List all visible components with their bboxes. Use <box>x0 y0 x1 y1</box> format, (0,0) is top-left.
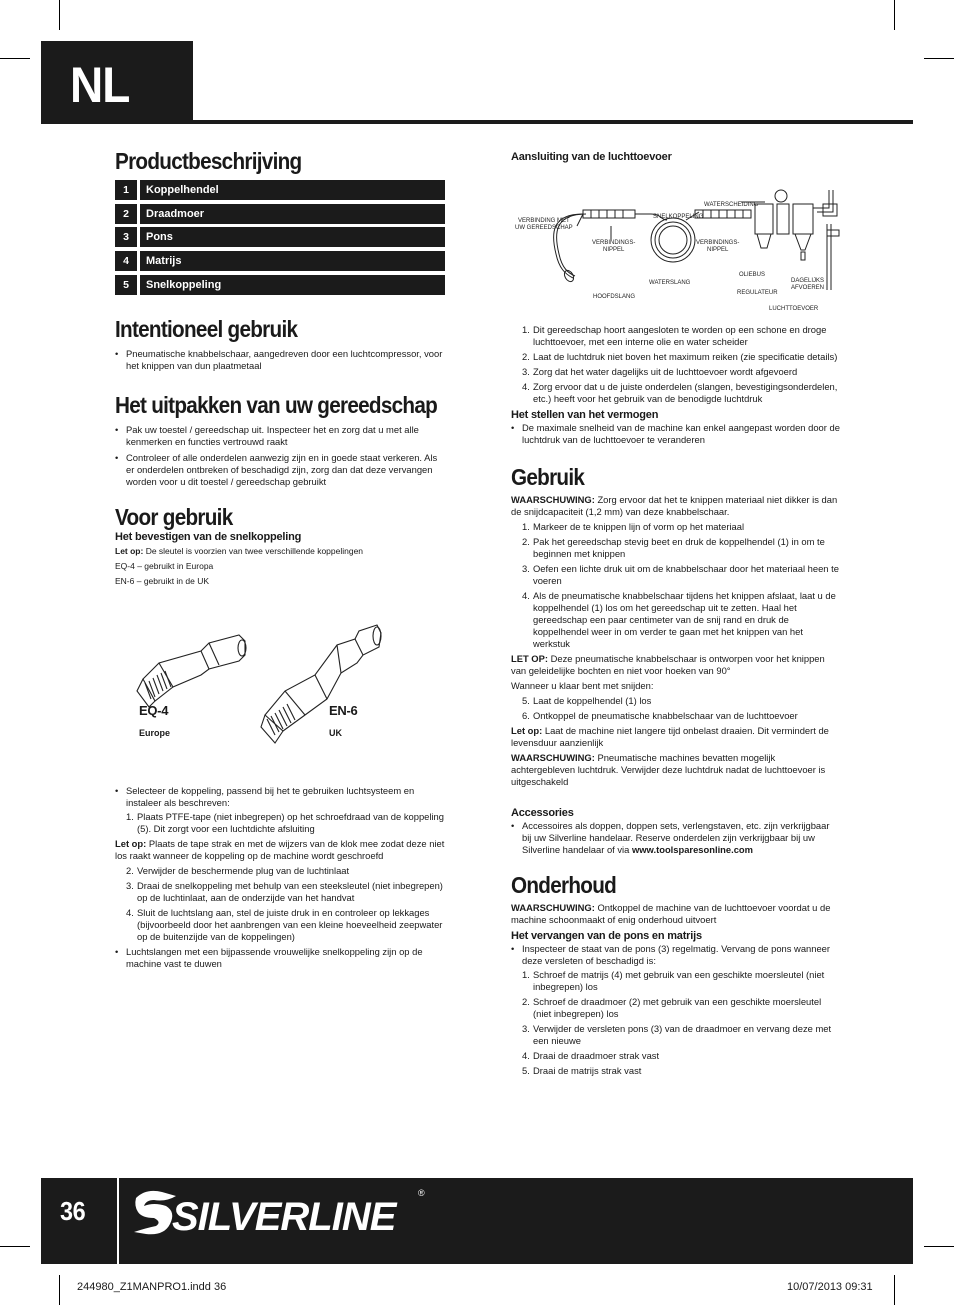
part-row <box>115 275 445 295</box>
subheading-vermogen: Het stellen van het vermogen <box>511 409 659 421</box>
coupling-line-eq4: EQ-4 – gebruikt in Europa <box>115 560 214 571</box>
part-number: 5 <box>115 275 137 295</box>
left-column <box>115 148 445 974</box>
step-number: 3. <box>522 1023 530 1034</box>
step-number: 4. <box>522 381 530 392</box>
accessories-text: Accessoires als doppen, doppen sets, verlengstaven, etc. zijn verkrijgbaar bij uw Silverline handelaar. Reserve onderdelen zijn verkrijgbaar bij uw Silverline handelaar of via <box>522 820 830 855</box>
crop-mark <box>894 0 895 30</box>
label-snelkoppeling: SNELKOPPELING <box>653 214 704 220</box>
step-text: Ontkoppel de pneumatische knabbelschaar van de luchttoevoer <box>533 710 798 721</box>
part-row <box>115 180 445 200</box>
warning-paragraph <box>511 752 841 788</box>
gebruik-steps-2 <box>511 695 841 722</box>
coupling-illustration <box>115 611 445 751</box>
label-verbinding <box>515 218 573 232</box>
note-paragraph <box>511 653 841 677</box>
step-text: Laat de luchtdruk niet boven het maximum reiken (zie specificatie details) <box>533 351 838 362</box>
part-number: 2 <box>115 204 137 224</box>
step-text: Dit gereedschap hoort aangesloten te worden op een schone en droge luchttoevoer, met een interne olie en water scheider <box>533 324 827 347</box>
step-number: 3. <box>126 879 134 891</box>
warning-text: Ontkoppel de machine van de luchttoevoer voordat u de machine schoonmaakt of enig onderhoud uitvoert <box>511 902 831 925</box>
step-number: 5. <box>522 695 530 706</box>
list-item: • Selecteer de koppeling, passend bij het te gebruiken luchtsysteem en instaleer als beschreven: <box>115 785 445 809</box>
part-label: Snelkoppeling <box>140 275 445 295</box>
slug-filename: 244980_Z1MANPRO1.indd 36 <box>77 1281 227 1293</box>
list-item <box>511 820 841 856</box>
step-number: 1. <box>522 521 530 532</box>
note-paragraph <box>511 725 841 749</box>
crop-mark <box>924 1246 954 1247</box>
part-row <box>115 251 445 271</box>
part-row <box>115 227 445 247</box>
step-number: 1. <box>522 969 530 980</box>
list-item <box>522 996 841 1020</box>
footer-separator <box>117 1178 119 1264</box>
right-column <box>511 150 841 1080</box>
label-line: VERBINDING MET <box>518 218 570 224</box>
step-text: Pak het gereedschap stevig beet en druk de koppelhendel (1) in om te beginnen met knippen <box>533 536 825 559</box>
step-text: Zorg ervoor dat u de juiste onderdelen (slangen, bevestigingsonderdelen, etc.) heeft voor het gebruik van de benodigde luchtdruk <box>533 381 838 404</box>
logo-wordmark: SILVERLINE <box>172 1195 396 1239</box>
list-item <box>522 1065 841 1077</box>
list-item <box>522 521 841 533</box>
uitpakken-list <box>115 424 445 488</box>
label-line: VERBINDINGS- <box>696 240 740 246</box>
list-item <box>522 351 841 363</box>
step-text: Als de pneumatische knabbelschaar tijdens het knippen afslaat, laat u de koppelhendel (1) los om het gereedschap uit te zetten. Haal het gereedschap een paar centimeter van de snij rand en druk de koppelhendel weer in om verder te gaan met het knippen van het werkstuk <box>533 590 836 649</box>
warning-label: WAARSCHUWING: <box>511 494 595 505</box>
label-line: DAGELIJKS <box>791 278 825 284</box>
crop-mark <box>924 58 954 59</box>
warning-text: Pneumatische machines bevatten mogelijk achtergebleven luchtdruk. Verwijder deze luchtdruk nadat de luchttoevoer is uitgeschakeld <box>511 752 826 787</box>
section-title-intentioneel: Intentioneel gebruik <box>115 315 298 342</box>
label-line: NIPPEL <box>707 247 729 253</box>
list-item <box>126 907 445 943</box>
part-row <box>115 204 445 224</box>
list-item <box>522 366 841 378</box>
header-rule <box>41 120 913 124</box>
crop-mark <box>0 1246 30 1247</box>
part-label: Pons <box>140 227 445 247</box>
step-number: 6. <box>522 710 530 721</box>
slug-timestamp: 10/07/2013 09:31 <box>787 1281 873 1293</box>
note-text: Plaats de tape strak en met de wijzers van de klok mee zodat deze niet los raakt wanneer de koppeling op de machine wordt geschroefd <box>115 837 445 861</box>
label-line: AFVOEREN <box>791 285 825 291</box>
list-item <box>126 811 445 835</box>
step-text: Oefen een lichte druk uit om de knabbelschaar door het materiaal heen te voeren <box>533 563 839 586</box>
hose-list <box>115 946 445 970</box>
onderhoud-steps <box>511 969 841 1077</box>
part-label: Matrijs <box>140 251 445 271</box>
list-item: • Inspecteer de staat van de pons (3) regelmatig. Vervang de pons wanneer deze versleten of beschadigd is: <box>511 943 841 967</box>
coupling-en6-label: EN-6 <box>329 702 358 718</box>
language-tab-label: NL <box>70 57 130 113</box>
warning-label: WAARSCHUWING: <box>511 752 595 763</box>
silverline-logo <box>132 1184 432 1244</box>
step-number: 3. <box>522 366 530 377</box>
coupling-line-en6: EN-6 – gebruikt in de UK <box>115 575 210 586</box>
air-supply-diagram <box>511 174 841 312</box>
crop-mark <box>59 0 60 30</box>
step-number: 4. <box>522 590 530 601</box>
install-list <box>115 785 445 809</box>
step-number: 2. <box>126 864 134 876</box>
coupling-eq4-label: EQ-4 <box>139 702 169 718</box>
crop-mark <box>0 58 30 59</box>
coupling-eq4-region: Europe <box>139 727 171 738</box>
section-title-gebruik: Gebruik <box>511 464 585 490</box>
install-steps-b <box>115 865 445 943</box>
warning-paragraph <box>511 902 841 926</box>
list-item: • De maximale snelheid van de machine kan enkel aangepast worden door de luchtdruk van de luchttoevoer te veranderen <box>511 422 841 446</box>
step-number: 2. <box>522 996 530 1007</box>
step-text: Draai de snelkoppeling met behulp van een steeksleutel (niet inbegrepen) op de luchtinlaat, aan de onderzijde van het handvat <box>137 879 443 903</box>
label-line: NIPPEL <box>603 247 625 253</box>
note-label: LET OP: <box>511 653 548 664</box>
subheading-snelkoppeling: Het bevestigen van de snelkoppeling <box>115 530 302 543</box>
step-text: Schroef de draadmoer (2) met gebruik van een geschikte moersleutel (niet inbegrepen) los <box>533 996 822 1019</box>
label-oliebus: OLIEBUS <box>739 272 766 278</box>
crop-mark <box>894 1275 895 1305</box>
aansluiting-steps <box>511 324 841 405</box>
list-item <box>522 381 841 405</box>
list-item: • Luchtslangen met een bijpassende vrouwelijke snelkoppeling zijn op de machine vast te duwen <box>115 946 445 970</box>
label-waterscheiding: WATERSCHEIDING <box>704 202 759 208</box>
step-text: Draai de matrijs strak vast <box>533 1065 642 1076</box>
warning-paragraph <box>511 494 841 518</box>
label-hoofdslang: HOOFDSLANG <box>593 294 636 300</box>
warning-text: Zorg ervoor dat het te knippen materiaal niet dikker is dan de snijdcapaciteit (1,2 mm) van deze knabbelschaar. <box>511 494 838 517</box>
part-number: 1 <box>115 180 137 200</box>
label-regulateur: REGULATEUR <box>737 290 778 296</box>
label-luchttoevoer: LUCHTTOEVOER <box>769 306 819 312</box>
note-paragraph <box>115 545 445 557</box>
intentioneel-list <box>115 348 445 372</box>
air-supply-drawing <box>511 174 841 290</box>
step-text: Laat de koppelhendel (1) los <box>533 695 652 706</box>
install-steps-a <box>115 811 445 835</box>
website-link[interactable]: www.toolsparesonline.com <box>631 844 753 855</box>
done-line: Wanneer u klaar bent met snijden: <box>511 680 654 691</box>
step-text: Markeer de te knippen lijn of vorm op het materiaal <box>533 521 745 532</box>
list-item <box>522 324 841 348</box>
warning-label: WAARSCHUWING: <box>511 902 595 913</box>
subheading-aansluiting: Aansluiting van de luchttoevoer <box>511 151 672 163</box>
part-number: 3 <box>115 227 137 247</box>
label-dagelijks <box>791 278 824 292</box>
step-text: Verwijder de beschermende plug van de luchtinlaat <box>137 864 350 876</box>
part-number: 4 <box>115 251 137 271</box>
step-number: 2. <box>522 536 530 547</box>
list-item <box>522 536 841 560</box>
step-number: 3. <box>522 563 530 574</box>
list-item <box>522 563 841 587</box>
note-label: Let op: <box>115 545 144 556</box>
list-item <box>522 590 841 650</box>
list-item <box>126 880 445 904</box>
subheading-accessories: Accessories <box>511 807 574 819</box>
note-text: Deze pneumatische knabbelschaar is ontworpen voor het knippen van geleidelijke bochten en niet voor hoeken van 90° <box>511 653 825 676</box>
list-item <box>522 695 841 707</box>
step-text: Sluit de luchtslang aan, stel de juiste druk in en controleer op lekkages (bijvoorbeeld door het aanbrengen van een kleine hoeveelheid zeepwater op de buitenzijde van de koppelingen) <box>137 906 443 942</box>
step-text: Plaats PTFE-tape (niet inbegrepen) op het schroefdraad van de koppeling (5). Dit zorgt voor een luchtdichte afsluiting <box>137 810 444 834</box>
parts-list <box>115 180 445 295</box>
onderhoud-list <box>511 943 841 967</box>
note-label: Let op: <box>115 837 147 849</box>
list-item <box>522 1023 841 1047</box>
section-title-voor-gebruik: Voor gebruik <box>115 503 233 530</box>
part-label: Draadmoer <box>140 204 445 224</box>
section-title-productbeschrijving: Productbeschrijving <box>115 148 302 174</box>
label-line: VERBINDINGS- <box>592 240 636 246</box>
coupling-en6-region: UK <box>329 727 342 738</box>
page-number: 36 <box>60 1196 86 1226</box>
crop-mark <box>59 1275 60 1305</box>
list-item <box>522 969 841 993</box>
list-item <box>522 1050 841 1062</box>
label-line: UW GEREEDSCHAP <box>515 225 573 231</box>
step-text: Draai de draadmoer strak vast <box>533 1050 660 1061</box>
label-nippel-a <box>592 240 635 254</box>
note-paragraph <box>115 838 445 862</box>
step-number: 1. <box>522 324 530 335</box>
step-number: 2. <box>522 351 530 362</box>
step-text: Verwijder de versleten pons (3) van de draadmoer en vervang deze met een nieuwe <box>533 1023 832 1046</box>
note-label: Let op: <box>511 725 543 736</box>
part-label: Koppelhendel <box>140 180 445 200</box>
step-text: Zorg dat het water dagelijks uit de luchttoevoer wordt afgevoerd <box>533 366 798 377</box>
registered-mark: ® <box>418 1188 425 1198</box>
list-item: • Controleer of alle onderdelen aanwezig zijn en in goede staat verkeren. Als er onderdelen ontbreken of beschadigd zijn, zorg dan dat deze vervangen worden voor u dit toestel / gereedschap gebruikt <box>115 452 445 488</box>
list-item: • Pneumatische knabbelschaar, aangedreven door een luchtcompressor, voor het knippen van dun plaatmetaal <box>115 348 445 372</box>
note-text: Laat de machine niet langere tijd onbelast draaien. Dit vermindert de levensduur aanzienlijk <box>511 725 829 748</box>
accessories-list <box>511 820 841 856</box>
step-number: 1. <box>126 810 134 822</box>
list-item: • Pak uw toestel / gereedschap uit. Inspecteer het en zorg dat u met alle kenmerken en functies vertrouwd raakt <box>115 424 445 448</box>
note-text: De sleutel is voorzien van twee verschillende koppelingen <box>143 545 364 556</box>
step-text: Schroef de matrijs (4) met gebruik van een geschikte moersleutel (niet inbegrepen) los <box>533 969 825 992</box>
step-number: 4. <box>522 1050 530 1061</box>
section-title-onderhoud: Onderhoud <box>511 872 617 898</box>
list-item <box>126 865 445 877</box>
list-item <box>522 710 841 722</box>
label-nippel-b <box>696 240 739 254</box>
gebruik-steps <box>511 521 841 650</box>
label-waterslang: WATERSLANG <box>649 280 691 286</box>
step-number: 5. <box>522 1065 530 1076</box>
section-title-uitpakken: Het uitpakken van uw gereedschap <box>115 391 438 418</box>
vermogen-list <box>511 422 841 446</box>
step-number: 4. <box>126 906 134 918</box>
subheading-pons-matrijs: Het vervangen van de pons en matrijs <box>511 930 702 942</box>
